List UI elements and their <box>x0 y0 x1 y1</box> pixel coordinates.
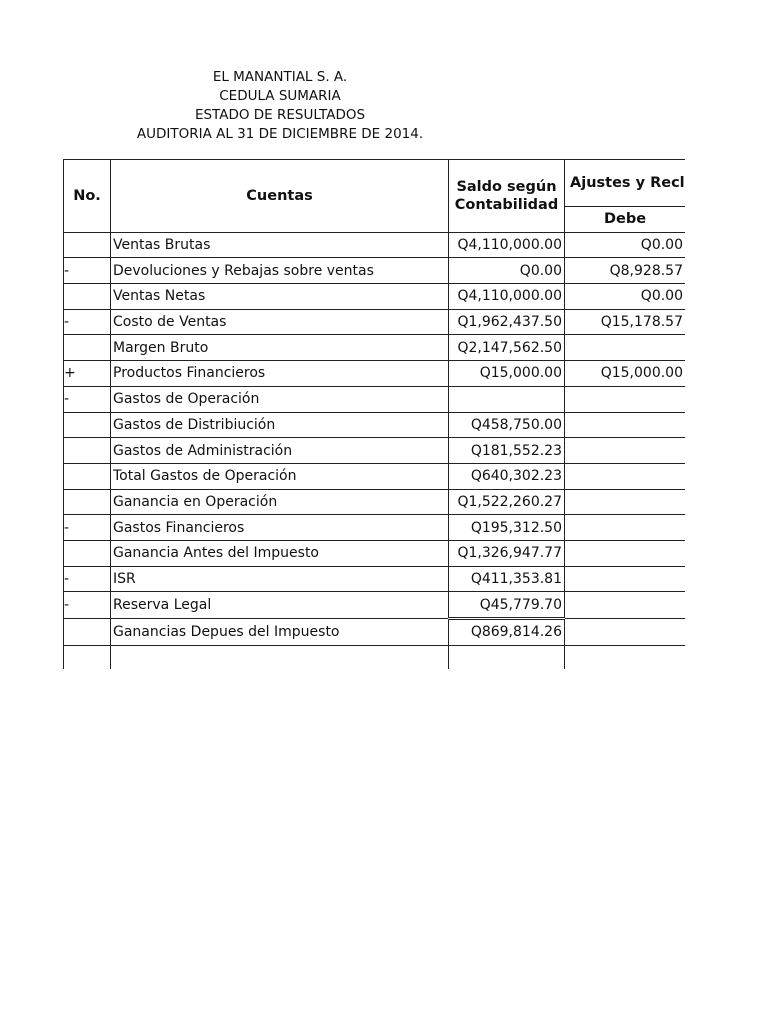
row-saldo: Q45,779.70 <box>449 592 565 619</box>
row-account: Ventas Netas <box>111 284 449 310</box>
row-saldo: Q869,814.26 <box>449 619 565 646</box>
statement-title: ESTADO DE RESULTADOS <box>194 107 366 123</box>
company-name: EL MANANTIAL S. A. <box>212 69 348 85</box>
row-sign: - <box>64 309 111 335</box>
column-header-ajustes: Ajustes y Recl <box>565 160 686 207</box>
row-saldo <box>449 386 565 412</box>
row-sign <box>64 645 111 669</box>
row-debe <box>565 592 686 619</box>
row-account: Productos Financieros <box>111 361 449 387</box>
column-header-cuentas: Cuentas <box>111 160 449 233</box>
row-debe <box>565 489 686 515</box>
row-sign: - <box>64 258 111 284</box>
row-saldo: Q0.00 <box>449 258 565 284</box>
table-row <box>64 489 686 515</box>
row-account: Reserva Legal <box>111 592 449 619</box>
table-row <box>64 645 686 669</box>
row-sign <box>64 284 111 310</box>
row-saldo: Q181,552.23 <box>449 438 565 464</box>
row-saldo: Q458,750.00 <box>449 412 565 438</box>
row-debe <box>565 412 686 438</box>
column-header-debe: Debe <box>565 207 686 233</box>
row-debe: Q0.00 <box>565 284 686 310</box>
table-row <box>64 412 686 438</box>
row-sign: - <box>64 515 111 541</box>
row-saldo: Q4,110,000.00 <box>449 232 565 258</box>
table-row <box>64 540 686 566</box>
column-header-saldo <box>449 160 565 233</box>
table-row <box>64 284 686 310</box>
row-debe <box>565 463 686 489</box>
row-debe <box>565 386 686 412</box>
row-saldo: Q411,353.81 <box>449 566 565 592</box>
row-sign <box>64 619 111 646</box>
row-account: Ventas Brutas <box>111 232 449 258</box>
row-account: Gastos Financieros <box>111 515 449 541</box>
row-saldo <box>449 645 565 669</box>
row-sign <box>64 335 111 361</box>
row-account: Margen Bruto <box>111 335 449 361</box>
row-debe <box>565 619 686 646</box>
table-row <box>64 463 686 489</box>
row-account <box>111 645 449 669</box>
row-debe: Q0.00 <box>565 232 686 258</box>
row-account: ISR <box>111 566 449 592</box>
row-debe <box>565 335 686 361</box>
document-header <box>80 68 480 144</box>
row-sign <box>64 412 111 438</box>
row-debe <box>565 566 686 592</box>
row-account: Gastos de Operación <box>111 386 449 412</box>
row-sign: + <box>64 361 111 387</box>
table-row <box>64 566 686 592</box>
row-debe <box>565 515 686 541</box>
row-saldo: Q1,326,947.77 <box>449 540 565 566</box>
row-saldo: Q1,962,437.50 <box>449 309 565 335</box>
income-statement-table <box>63 159 685 669</box>
income-statement-sheet <box>63 159 685 669</box>
row-sign: - <box>64 386 111 412</box>
row-sign <box>64 232 111 258</box>
column-header-no: No. <box>64 160 111 233</box>
row-account: Ganancia en Operación <box>111 489 449 515</box>
audit-period: AUDITORIA AL 31 DE DICIEMBRE DE 2014. <box>136 126 424 142</box>
table-row <box>64 438 686 464</box>
table-row <box>64 515 686 541</box>
table-row <box>64 309 686 335</box>
row-sign <box>64 489 111 515</box>
row-saldo: Q640,302.23 <box>449 463 565 489</box>
saldo-header-line2: Contabilidad <box>454 196 559 213</box>
row-saldo: Q15,000.00 <box>449 361 565 387</box>
row-saldo: Q1,522,260.27 <box>449 489 565 515</box>
row-saldo: Q195,312.50 <box>449 515 565 541</box>
document-type: CEDULA SUMARIA <box>219 88 341 104</box>
table-row <box>64 386 686 412</box>
row-debe: Q15,178.57 <box>565 309 686 335</box>
table-row <box>64 592 686 619</box>
table-row <box>64 335 686 361</box>
table-row <box>64 361 686 387</box>
table-row <box>64 258 686 284</box>
table-row <box>64 619 686 646</box>
saldo-header-line1: Saldo según <box>456 178 557 195</box>
row-debe <box>565 645 686 669</box>
row-debe <box>565 540 686 566</box>
row-sign: - <box>64 566 111 592</box>
row-saldo: Q4,110,000.00 <box>449 284 565 310</box>
row-sign <box>64 540 111 566</box>
row-debe: Q8,928.57 <box>565 258 686 284</box>
row-sign <box>64 463 111 489</box>
row-debe <box>565 438 686 464</box>
row-account: Costo de Ventas <box>111 309 449 335</box>
row-saldo: Q2,147,562.50 <box>449 335 565 361</box>
row-account: Total Gastos de Operación <box>111 463 449 489</box>
row-account: Ganancias Depues del Impuesto <box>111 619 449 646</box>
row-account: Ganancia Antes del Impuesto <box>111 540 449 566</box>
row-debe: Q15,000.00 <box>565 361 686 387</box>
row-sign <box>64 438 111 464</box>
row-account: Devoluciones y Rebajas sobre ventas <box>111 258 449 284</box>
table-body <box>64 232 686 669</box>
row-account: Gastos de Administración <box>111 438 449 464</box>
row-sign: - <box>64 592 111 619</box>
table-row <box>64 232 686 258</box>
row-account: Gastos de Distribiución <box>111 412 449 438</box>
